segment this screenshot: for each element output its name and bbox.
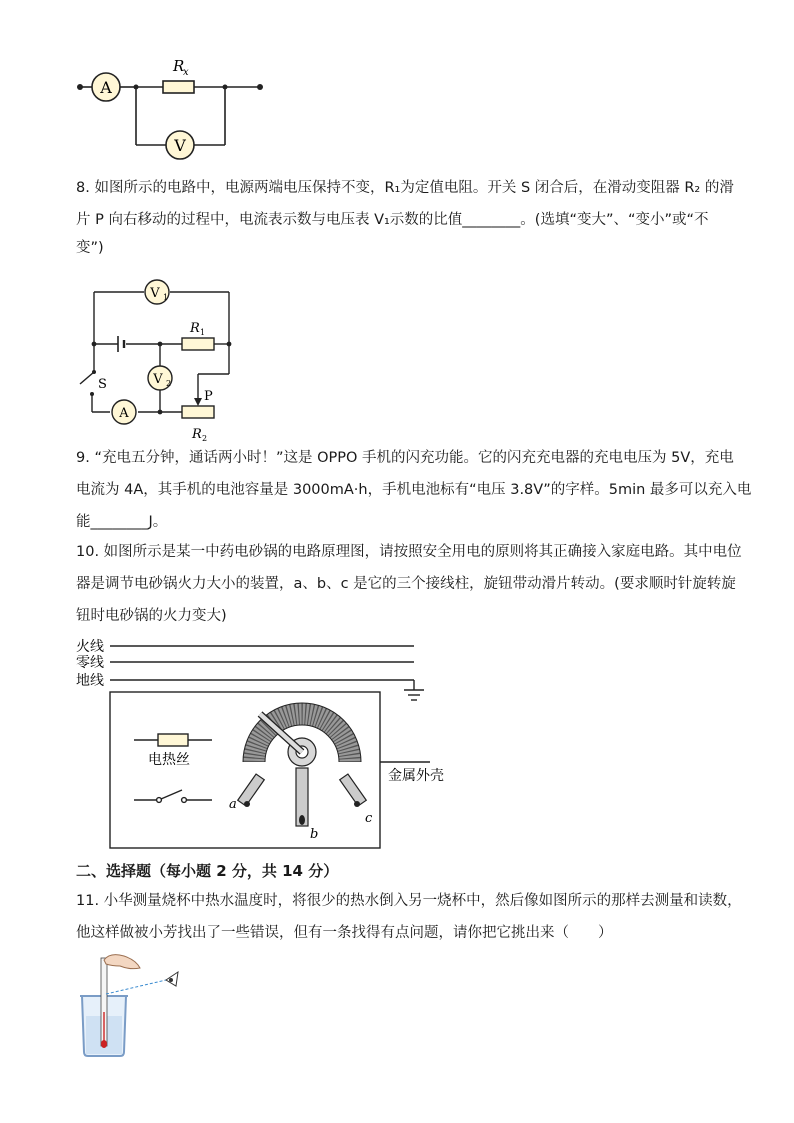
terminal-a-label: a: [229, 797, 237, 812]
thermometer-beaker-figure: [74, 952, 194, 1062]
svg-text:1: 1: [200, 328, 206, 337]
svg-text:2: 2: [166, 379, 172, 388]
q8-line-2: 片 P 向右移动的过程中，电流表示数与电压表 V₁示数的比值________。(选填“变大”、“变小”或“不: [76, 212, 709, 228]
question-11: [76, 885, 742, 949]
resistor-rx: [163, 57, 194, 93]
neutral-wire-label: 零线: [76, 655, 104, 671]
heating-wire-resistor: [134, 734, 212, 768]
svg-text:R: R: [173, 57, 185, 75]
terminal-b-label: b: [310, 827, 319, 842]
live-wire-label: 火线: [76, 639, 104, 655]
svg-text:A: A: [100, 78, 112, 97]
potentiometer: [238, 703, 367, 826]
section-title-choice: 二、选择题（每小题 2 分，共 14 分）: [76, 862, 339, 880]
svg-text:电热丝: 电热丝: [148, 752, 190, 768]
q9-line-3: 能________J。: [76, 514, 168, 530]
rheostat-r2: [182, 406, 214, 443]
voltmeter-v1: [145, 280, 169, 304]
q10-line-3: 钮时电砂锅的火力变大): [76, 608, 227, 624]
svg-text:V: V: [174, 136, 186, 155]
svg-text:V: V: [150, 286, 160, 301]
ground-wire-label: 地线: [76, 673, 104, 689]
q9-line-1: 9. “充电五分钟，通话两小时！”这是 OPPO 手机的闪充功能。它的闪充充电器的充电电压为 5V，充电: [76, 450, 734, 466]
svg-text:A: A: [119, 406, 129, 421]
switch-symbol: [134, 790, 212, 802]
q9-line-2: 电流为 4A，其手机的电池容量是 3000mA·h，手机电池标有“电压 3.8V”的字样。5min 最多可以充入电: [76, 482, 752, 498]
ammeter-symbol: [92, 73, 120, 101]
circuit-diagram-q7: [70, 52, 280, 162]
metal-shell-label: 金属外壳: [388, 768, 444, 784]
ammeter-symbol-q8: [112, 400, 136, 424]
svg-text:1: 1: [163, 293, 169, 302]
q8-line-3: 变”): [76, 240, 104, 256]
circuit-diagram-q8: [74, 276, 244, 446]
svg-text:2: 2: [202, 434, 208, 443]
question-10: [76, 536, 742, 632]
switch-label-s: S: [98, 377, 107, 392]
q10-line-2: 器是调节电砂锅火力大小的装置，a、b、c 是它的三个接线柱，旋钮带动滑片转动。(要求顺时针旋转旋: [76, 576, 736, 592]
resistor-r1: [182, 321, 214, 350]
svg-text:R: R: [192, 427, 202, 442]
svg-text:V: V: [153, 372, 163, 387]
q11-line-2: 他这样做被小芳找出了一些错误，但有一条找得有点问题，请你把它挑出来（ ）: [76, 925, 613, 941]
question-9: [76, 442, 752, 538]
wiring-diagram-q10: [74, 634, 464, 856]
voltmeter-v2: [148, 366, 172, 390]
svg-text:R: R: [190, 321, 200, 336]
svg-text:x: x: [183, 67, 189, 78]
eye-icon: [166, 972, 178, 986]
q11-line-1: 11. 小华测量烧杯中热水温度时，将很少的热水倒入另一烧杯中，然后像如图所示的那样去测量和读数，: [76, 893, 742, 909]
terminal-c-label: c: [365, 811, 373, 826]
slider-label-p: P: [204, 389, 213, 404]
question-8: [76, 172, 734, 264]
q8-line-1: 8. 如图所示的电路中，电源两端电压保持不变，R₁为定值电阻。开关 S 闭合后，在滑动变阻器 R₂ 的滑: [76, 180, 734, 196]
voltmeter-symbol: [166, 131, 194, 159]
q10-line-1: 10. 如图所示是某一中药电砂锅的电路原理图，请按照安全用电的原则将其正确接入家庭电路。其中电位: [76, 544, 742, 560]
